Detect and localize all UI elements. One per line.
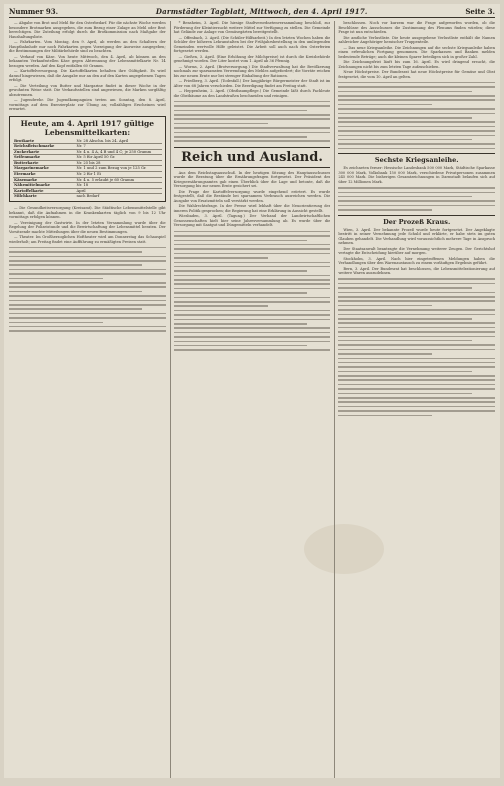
ration-card-name: Käsemarke bbox=[13, 177, 75, 183]
ration-card-value: Nr. 28 Abschn. bis 24. April bbox=[76, 138, 129, 143]
article-paragraph: — Das neue Kriegsanleihe. Die Zeichnungen auf die sechste Kriegsanleihe haben einen erfreulichen Fortgang genommen. Die Sparkassen und Banken melden bedeutende Beträge; auch die kleinen Sparer beteiligen sich in großer Zahl. bbox=[338, 45, 496, 59]
article-paragraph: — Die Gesundheitsversorgung (Kreisamt). Die Städtische Lebensmittelstelle gibt bekannt, daß die Aufnahmen in die Krankenkarten täglich von 9 bis 12 Uhr vormittags erfolgen können. bbox=[9, 206, 166, 220]
article-paragraph: Neue Höchstpreise. Der Bundesrat hat neue Höchstpreise für Gemüse und Obst festgesetzt, die vom 10. April an gelten. bbox=[338, 70, 496, 79]
ration-card-value: Nr. 2 für 1 Ei bbox=[75, 172, 161, 178]
article-paragraph: — Die Verteilung von Butter und Margarine findet in dieser Woche in der gewohnten Weise statt. Die Verkaufsstellen sind angewiesen, die Marken sorgfältig abzutrennen. bbox=[9, 83, 166, 97]
ration-card-name: Margarinemarke bbox=[13, 166, 75, 172]
ration-card-value: Nr. 4 u. 4 A, 4 B und 4 C; je 250 Gramm bbox=[75, 149, 161, 155]
section-heading-reich-und-ausland: Reich und Ausland. bbox=[174, 147, 331, 168]
newspaper-title: Darmstädter Tagblatt, Mittwoch, den 4. April 1917. bbox=[155, 7, 368, 16]
text-filler bbox=[174, 231, 331, 351]
page-number: Seite 3. bbox=[465, 7, 495, 16]
article-paragraph: Die amtliche Verlustliste. Die heute ausgegebene Verlustliste enthält die Namen zahlreicher Angehöriger hessischer Truppenteile. bbox=[338, 35, 496, 44]
issue-number: Nummer 93. bbox=[9, 7, 59, 16]
ration-card-title: Heute, am 4. April 1917 gültige Lebensmittelkarten: bbox=[20, 118, 154, 137]
ration-card-row bbox=[13, 194, 162, 199]
ration-card-name: Kartoffelkarte bbox=[13, 188, 75, 194]
article-paragraph: — Theater. Im Großherzoglichen Hoftheater wird am Donnerstag das Schauspiel wiederholt; am Freitag findet eine Aufführung zu ermäßigten Preisen statt. bbox=[9, 235, 166, 244]
article-paragraph: — Vereinigung der Gastwirte. In der letzten Versammlung wurde über die Regelung der Polizeistunde und die Bewirtschaftung der Lebensmittel beraten. Der Vorsitzende machte Mitteilungen über die neuen Bestimmungen. bbox=[9, 220, 166, 234]
text-filler bbox=[338, 278, 495, 416]
column-3 bbox=[334, 21, 495, 778]
article-paragraph: — Offenbach, 2. April. (Die Schüler-Hilfsarbeit.) In den letzten Wochen haben die Schüler der höheren Lehranstalten bei der Frühjahrsbestellung in den umliegenden Gemeinden wertvolle Hilfe geleistet. Die Arbeit soll auch nach den Osterferien fortgesetzt werden. bbox=[173, 35, 331, 53]
article-paragraph: * Bensheim, 3. April. Die hiesige Stadtverordnetenversammlung beschloß, zur Förderung der Kleintierzucht weitere Mittel zur Verfügung zu stellen. Die Gemeinde hat Gelände zur Anlage von Gemüsegärten bereitgestellt. bbox=[173, 21, 331, 34]
ration-card-name: Seifenmarke bbox=[13, 155, 75, 161]
ration-card-value: Nr. 18 bbox=[75, 183, 161, 189]
masthead bbox=[9, 7, 495, 18]
article-paragraph: — Heppenheim, 2. April. (Obstbaumpflege.) Die Gemeinde läßt durch Fachleute die Obstbäume an den Landstraßen beschneiden und reinigen. bbox=[173, 89, 331, 98]
heading-kriegsanleihe: Sechste Kriegsanleihe. bbox=[338, 153, 495, 164]
article-paragraph: — Verkauf von Käse. Von heute Mittwoch, den 4. April, ab können an den bekannten Verkaufsstellen Käse gegen Abtrennung der Lebensmittelkarte Nr. 14 bezogen werden. Auf den Kopf entfallen 60 Gramm. bbox=[9, 54, 166, 68]
article-paragraph: beschlossen. Noch vor kurzem war die Frage aufgeworfen worden, ob die Beschlüsse des Ausschusses die Zustimmung des Plenums finden würden; diese Frage ist nun entschieden. bbox=[338, 21, 496, 34]
text-filler bbox=[338, 187, 495, 210]
ration-card-value: Nr. 7 bbox=[75, 144, 161, 150]
article-paragraph: Es zeichneten ferner: Hessische Landesbank 500 000 Mark, Städtische Sparkasse 300 000 Mark, Volksbank 150 000 Mark, verschiedene Privatpersonen zusammen 245 000 Mark. Die bisherigen Gesamtzeichnungen in Darmstadt belaufen sich auf über 12 Millionen Mark. bbox=[338, 166, 496, 184]
text-filler bbox=[9, 247, 166, 332]
article-paragraph: Wiesbaden, 3. April. (Tagung.) Der Verband der Landwirtschaftlichen Genossenschaften hielt hier seine Jahresversammlung ab. Es wurde über die Versorgung mit Saatgut und Düngemitteln verhandelt. bbox=[173, 214, 331, 228]
ration-card-name: Brotkarte bbox=[14, 138, 35, 143]
ration-card-name: Zuckerkarte bbox=[13, 149, 75, 155]
text-filler bbox=[338, 82, 495, 149]
article-paragraph: Die Wahlrechtsfrage. In der Presse wird lebhaft über die Neuorientierung der inneren Politik gesprochen; die Regierung hat eine Erklärung in Aussicht gestellt. bbox=[173, 204, 331, 213]
text-filler bbox=[174, 101, 331, 142]
heading-prozess-kraus: Der Prozeß Kraus. bbox=[338, 215, 495, 226]
columns bbox=[9, 21, 495, 778]
article-paragraph: — Fahrkarten. Vom Montag, den 9. April, ab werden an den Schaltern der Hauptbahnhofe nur noch Fahrkarten gegen Vorzeigung der Ausweise ausgegeben; die Bestimmungen der Militärbehörde sind zu beachten. bbox=[9, 40, 166, 53]
article-paragraph: Wien, 3. April. Der bekannte Prozeß wurde heute fortgesetzt. Der Angeklagte bestritt in seiner Vernehmung jede Schuld und erklärte, er habe stets im guten Glauben gehandelt. Die Verhandlung wird voraussichtlich mehrere Tage in Anspruch nehmen. bbox=[338, 227, 496, 246]
ration-card-row bbox=[13, 149, 162, 155]
ration-card-value: Nr. 25 bis 28 bbox=[75, 160, 161, 166]
ration-card-row bbox=[13, 166, 162, 172]
ration-card-name: Milchkarte bbox=[13, 194, 75, 199]
column-2 bbox=[170, 21, 331, 778]
article-paragraph: Die Frage der Kartoffelversorgung wurde eingehend erörtert. Es wurde festgestellt, daß die Bestände bei sparsamem Verbrauch ausreichen werden. Die Ausgabe von Ersatzmitteln soll verstärkt werden. bbox=[173, 189, 331, 203]
article-paragraph: — Kartoffelversorgung. Die Kartoffelkarten behalten ihre Gültigkeit. Es wird darauf hingewiesen, daß die Ausgabe nur an den auf den Karten angegebenen Tagen erfolgt. bbox=[9, 69, 166, 82]
article-paragraph: — Gießen, 3. April. (Eine Erhöhung der Milchpreise) ist durch die Kreisbehörde genehmigt worden. Der Liter kostet vom 1. April ab 36 Pfennig. bbox=[173, 54, 331, 63]
article-paragraph: Die Zeichnungsfrist läuft bis zum 16. April. Es wird dringend ersucht, die Zeichnungen nicht bis zum letzten Tage aufzuschieben. bbox=[338, 60, 496, 69]
article-paragraph: Bern, 3. April. Der Bundesrat hat beschlossen, die Lebensmittelrationierung auf weitere Waren auszudehnen. bbox=[338, 266, 496, 276]
ration-card-table bbox=[13, 139, 162, 200]
article-paragraph: Aus dem Reichstagsausschuß. In der heutigen Sitzung des Hauptausschusses wurde die Beratung über die Ernährungsfragen fortgesetzt. Der Präsident des Kriegsernährungsamtes gab einen Überblick über die Lage und betonte, daß die Versorgung bis zur neuen Ernte gesichert sei. bbox=[173, 170, 331, 189]
ration-card-name: Reichsfleischmarke bbox=[13, 144, 75, 150]
ration-card-value: Nr. 1 und 2 zum Bezug von je 125 Gr. bbox=[75, 166, 161, 172]
newspaper-page bbox=[4, 4, 500, 778]
article-paragraph: — Worms, 2. April. (Brotversorgung.) Die Stadtverwaltung hat die Bevölkerung nochmals zur sparsamsten Verwendung des Mehles aufgefordert; die Vorräte reichen bis zur neuen Ernte nur bei strenger Einhaltung der Rationen. bbox=[173, 64, 331, 78]
ration-card-box bbox=[9, 116, 166, 203]
article-paragraph: — Friedberg, 3. April. (Todesfall.) Der langjährige Bürgermeister der Stadt ist im Alter von 68 Jahren verschieden. Die Beerdigung findet am Freitag statt. bbox=[173, 79, 331, 88]
ration-card-value: Nr. 5 für April 50 Gr. bbox=[75, 155, 161, 161]
ration-card-name: Eiermarke bbox=[13, 172, 75, 178]
ration-card-value: April bbox=[75, 188, 161, 194]
ration-card-name: Nährmittelmarke bbox=[13, 183, 75, 189]
ration-card-name: Butterkarte bbox=[13, 160, 75, 166]
article-paragraph: Der Staatsanwalt beantragte die Vernehmung weiterer Zeugen. Der Gerichtshof vertagte die Entscheidung hierüber auf morgen. bbox=[338, 246, 496, 256]
article-paragraph: — Jugendwehr. Die Jugendkompagnien treten am Sonntag, den 8. April, vormittags auf dem Exerzierplatz zur Übung an; vollzähliges Erscheinen wird erwartet. bbox=[9, 98, 166, 111]
column-1 bbox=[9, 21, 166, 778]
article-paragraph: — Abgabe von Brot und Mehl für den Osterbedarf. Für die nächste Woche werden besondere Brotmarken ausgegeben, die zum Bezug einer Zulage an Mehl oder Brot berechtigen. Die Zuteilung erfolgt durch die Brotkommission nach Maßgabe der Haushaltungsliste. bbox=[9, 21, 166, 39]
article-paragraph: Stockholm, 3. April. Nach hier eingetroffenen Meldungen haben die Verhandlungen über den Warenaustausch zu einem vorläufigen Ergebnis geführt. bbox=[338, 256, 496, 266]
ration-card-value: nach Bedarf bbox=[75, 194, 161, 199]
ration-card-value: Nr. 4 u. 5 erlaubt je 60 Gramm bbox=[75, 177, 161, 183]
